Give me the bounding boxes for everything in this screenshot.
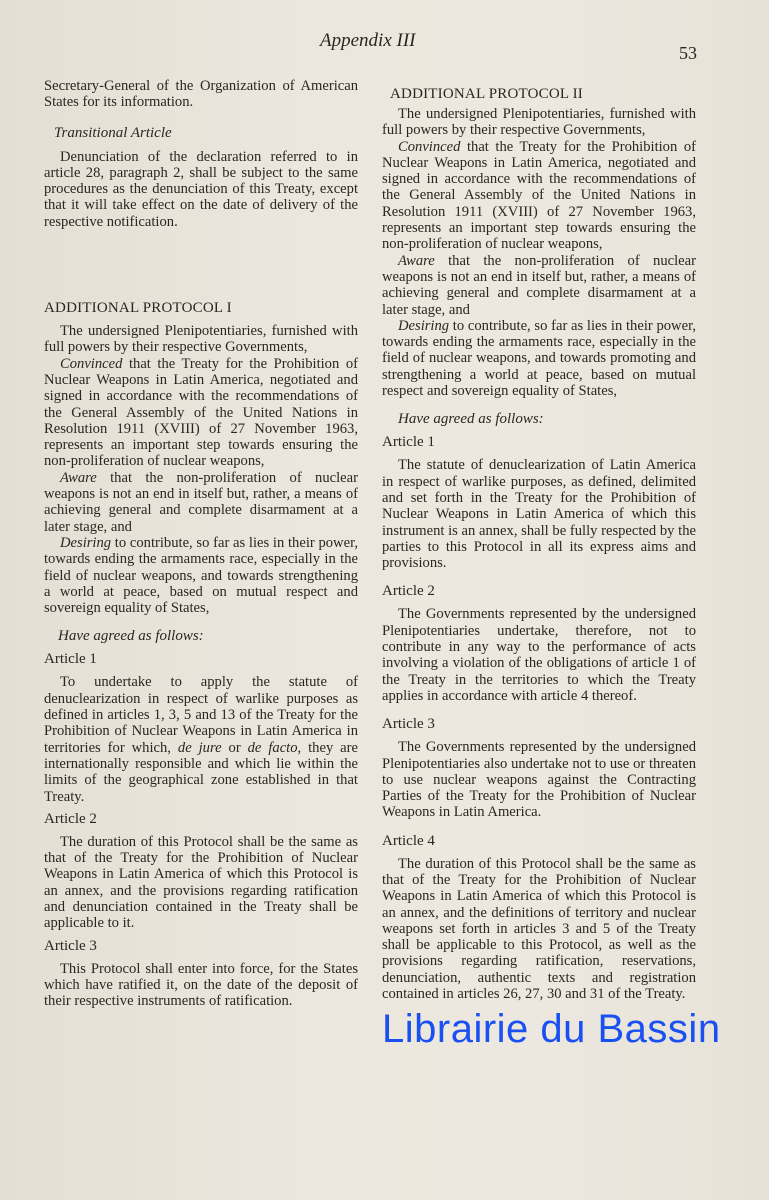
aware-text: that the non-proliferation of nuclear weapons is not an end in itself but, rather, a means of achieving general and complete disarmament at a later stage, and bbox=[382, 252, 696, 318]
preamble-convinced bbox=[382, 139, 696, 253]
desiring-text: to contribute, so far as lies in their power, towards ending the armaments race, especially in the field of nuclear weapons, and towards promoting and strengthening a world at peace, based on mutual respect and sovereign equality of States, bbox=[382, 317, 696, 400]
preamble-intro: The undersigned Plenipotentiaries, furnished with full powers by their respective Governments, bbox=[44, 323, 358, 356]
p2-article-4-text: The duration of this Protocol shall be the same as that of the Treaty for the Prohibition of Nuclear Weapons in Latin America of which this Protocol is an annex, and the definitions of territory and nuclear weapons set forth in articles 3 and 5 of the Treaty shall be applicable to this Protocol, as well as the provisions regarding ratification, reservations, denunciation, authentic texts and registration contained in articles 26, 27, 30 and 31 of the Treaty. bbox=[382, 855, 696, 1003]
p2-article-4-heading: Article 4 bbox=[382, 832, 435, 849]
text-segment: To undertake to apply the statute of denuclearization in respect of warlike purposes as defined in articles 1, 3, 5 and 13 of the Treaty for the Prohibition of Nuclear Weapons in Latin America in territories for which, bbox=[44, 674, 358, 756]
p2-article-3-heading: Article 3 bbox=[382, 716, 435, 733]
convinced-lead: Convinced bbox=[60, 355, 123, 372]
preamble-intro: The undersigned Plenipotentiaries, furnished with full powers by their respective Governments, bbox=[382, 106, 696, 139]
italic-term: de facto bbox=[247, 739, 298, 756]
transitional-article-heading: Transitional Article bbox=[54, 124, 172, 141]
desiring-lead: Desiring bbox=[60, 534, 112, 551]
left-column bbox=[44, 78, 358, 1009]
italic-term: de jure bbox=[177, 739, 222, 756]
convinced-text: that the Treaty for the Prohibition of Nuclear Weapons in Latin America, negotiated and signed in accordance with the recommendations of the General Assembly of the United Nations in Resolution 1911 (XVIII) of 27 November 1963, represents an important step towards ensuring the non-proliferation of nuclear weapons, bbox=[44, 355, 358, 470]
protocol-2-preamble bbox=[382, 106, 696, 399]
agreed-heading: Have agreed as follows: bbox=[58, 628, 204, 645]
convinced-text: that the Treaty for the Prohibition of Nuclear Weapons in Latin America, negotiated and signed in accordance with the recommendations of the General Assembly of the United Nations in Resolution 1911 (XVIII) of 27 November 1963, represents an important step towards ensuring the non-proliferation of nuclear weapons, bbox=[382, 138, 696, 253]
protocol-2-title: ADDITIONAL PROTOCOL II bbox=[390, 86, 583, 102]
preamble-desiring bbox=[44, 535, 358, 616]
convinced-lead: Convinced bbox=[398, 138, 461, 155]
agreed-heading: Have agreed as follows: bbox=[398, 411, 544, 428]
desiring-lead: Desiring bbox=[398, 317, 450, 334]
p2-article-1-text: The statute of denuclearization of Latin America in respect of warlike purposes, as defined, delimited and set forth in the Treaty for the Prohibition of Nuclear Weapons in Latin America of which this instrument is an annex, shall be fully respected by the parties to this Protocol in all its express aims and provisions. bbox=[382, 457, 696, 572]
p1-article-2-heading: Article 2 bbox=[44, 810, 97, 827]
protocol-1-preamble bbox=[44, 323, 358, 616]
protocol-1-title: ADDITIONAL PROTOCOL I bbox=[44, 300, 232, 317]
preamble-desiring bbox=[382, 318, 696, 399]
preamble-convinced bbox=[44, 356, 358, 470]
p2-article-2-text: The Governments represented by the undersigned Plenipotentiaries undertake, therefore, not to contribute in any way to the performance of acts involving a violation of the obligations of article 1 of the Treaty in the territories to which the Treaty applies in accordance with article 4 thereof. bbox=[382, 606, 696, 704]
p1-article-2-text: The duration of this Protocol shall be the same as that of the Treaty for the Prohibition of Nuclear Weapons in Latin America of which this Protocol is an annex, and the provisions regarding ratification and denunciation contained in the Treaty shall be applicable to it. bbox=[44, 833, 358, 932]
watermark: Librairie du Bassin bbox=[382, 1007, 721, 1052]
p2-article-3-text: The Governments represented by the undersigned Plenipotentiaries also undertake not to use or threaten to use nuclear weapons against the Contracting Parties of the Treaty for the Prohibition of Nuclear Weapons in Latin America. bbox=[382, 739, 696, 821]
p1-article-1-text bbox=[44, 674, 358, 804]
preamble-aware bbox=[382, 253, 696, 318]
desiring-text: to contribute, so far as lies in their power, towards ending the armaments race, especially in the field of nuclear weapons, and towards strengthening a world at peace, based on mutual respect and sovereign equality of States, bbox=[44, 534, 358, 617]
text-segment: , they are internationally responsible and which lie within the limits of the geographical zone established in that Treaty. bbox=[44, 739, 359, 805]
right-column bbox=[382, 86, 721, 1052]
closing-paragraph: Secretary-General of the Organization of American States for its information. bbox=[44, 78, 358, 111]
aware-lead: Aware bbox=[398, 252, 435, 269]
p2-article-1-heading: Article 1 bbox=[382, 434, 435, 451]
p1-article-3-text: This Protocol shall enter into force, for the States which have ratified it, on the date of the deposit of their respective instruments of ratification. bbox=[44, 960, 358, 1010]
p1-article-3-heading: Article 3 bbox=[44, 937, 97, 954]
aware-text: that the non-proliferation of nuclear weapons is not an end in itself but, rather, a means of achieving general and complete disarmament at a later stage, and bbox=[44, 469, 358, 535]
p2-article-2-heading: Article 2 bbox=[382, 583, 435, 600]
transitional-article-text: Denunciation of the declaration referred to in article 28, paragraph 2, shall be subject to the same procedures as the denunciation of this Treaty, except that it will take effect on the date of delivery of the respective notification. bbox=[44, 148, 358, 230]
running-title: Appendix III bbox=[320, 30, 416, 51]
preamble-aware bbox=[44, 470, 358, 535]
aware-lead: Aware bbox=[60, 469, 97, 486]
text-segment: or bbox=[221, 739, 248, 756]
p1-article-1-heading: Article 1 bbox=[44, 651, 97, 668]
page-number: 53 bbox=[679, 43, 697, 63]
